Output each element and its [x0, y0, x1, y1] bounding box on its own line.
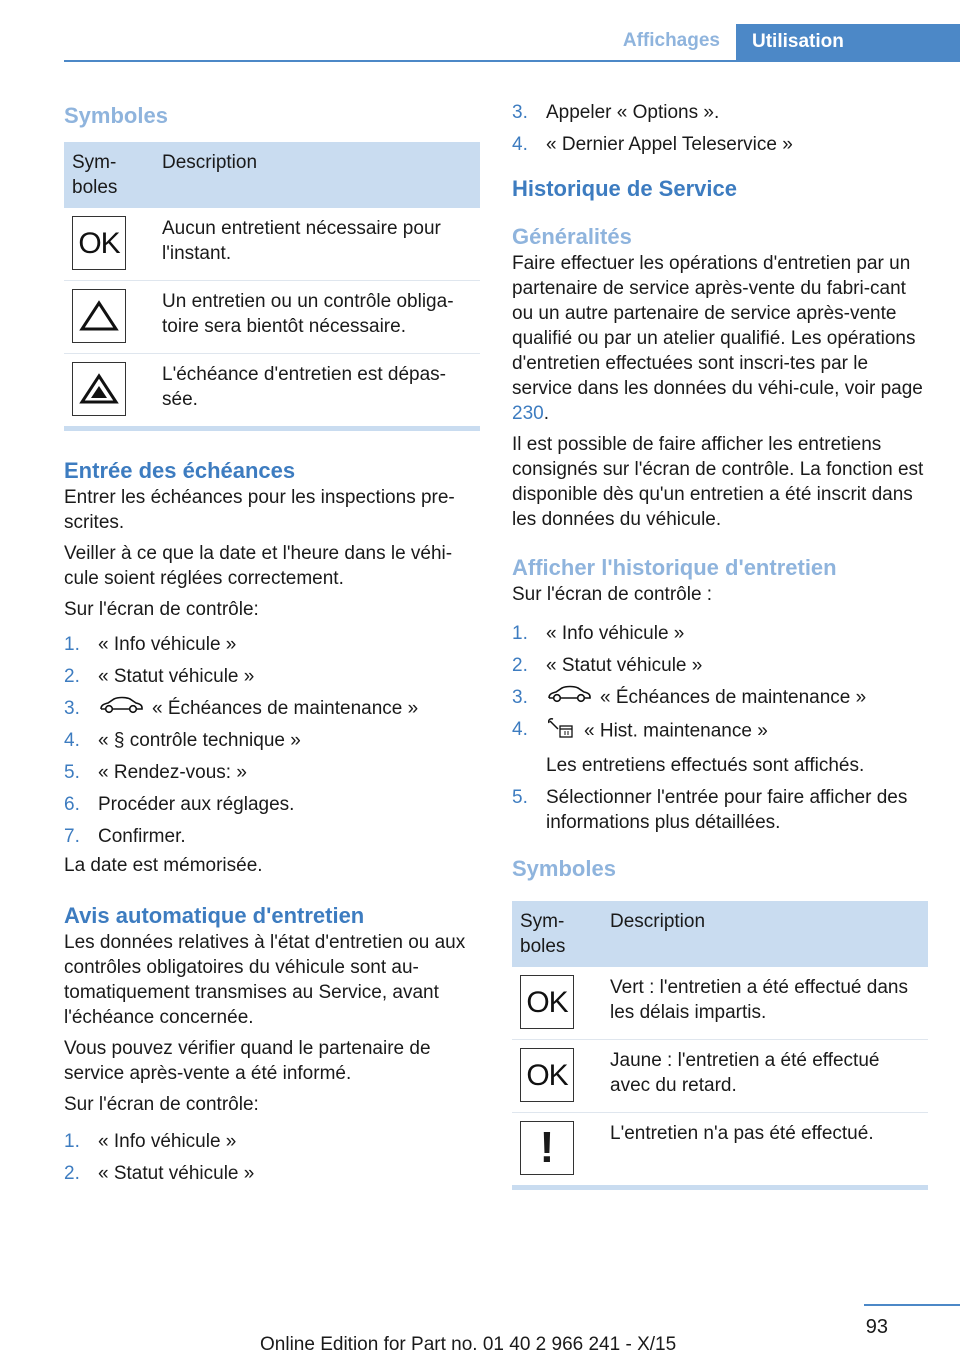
table-cell-description: L'échéance d'entretien est dépas-sée.: [162, 364, 447, 410]
list-item: 3. « Échéances de maintenance »: [512, 685, 928, 710]
ok-icon: OK: [72, 216, 126, 270]
table-cell-description: Aucun entretient nécessaire pour l'instant.: [154, 208, 480, 281]
section-title-entree: Entrée des échéances: [64, 458, 296, 483]
table-cell-description: L'entretien n'a pas été effectué.: [610, 1123, 874, 1145]
right-column: [512, 100, 928, 1190]
paragraph: Faire effectuer les opérations d'entretien par un partenaire de service après-vente du fabri-cant ou un autre partenaire de service après-vente qualifié ou par un atelier qualifié. Les opérations d'entretien effectuées sont inscri-tes par le service dans les données du véhi-cule, voir page 230.: [512, 253, 923, 424]
page-number: 93: [865, 1316, 888, 1338]
list-item: 1. « Info véhicule »: [64, 634, 237, 655]
paragraph: Il est possible de faire afficher les entretiens consignés sur l'écran de contrôle. La fonction est disponible dès qu'un entretien a été inscrit dans les données du véhicule.: [512, 434, 924, 530]
paragraph: Vous pouvez vérifier quand le partenaire de service après-vente a été informé.: [64, 1038, 431, 1085]
list-item: 4. « Dernier Appel Teleservice »: [512, 134, 793, 155]
steps-list: [64, 632, 480, 849]
table-end-rule: [64, 426, 480, 431]
table-row: [512, 967, 928, 1040]
car-icon: [98, 696, 144, 721]
symbols-heading: Symboles: [64, 103, 168, 128]
wrench-calendar-icon: [546, 717, 576, 746]
table-header-symbols: Sym- boles: [64, 142, 154, 208]
section-title-avis: Avis automatique d'entretien: [64, 903, 365, 929]
symbols-table: [64, 142, 480, 426]
paragraph: Veiller à ce que la date et l'heure dans le véhi-cule soient réglées correctement.: [64, 543, 453, 589]
paragraph: Sur l'écran de contrôle :: [512, 584, 713, 605]
exclamation-icon: !: [520, 1121, 574, 1175]
paragraph: La date est mémorisée.: [64, 855, 263, 877]
section-title-historique: Historique de Service: [512, 176, 737, 201]
header-rule: [64, 60, 960, 62]
list-item: 1. « Info véhicule »: [512, 623, 685, 644]
paragraph: Sur l'écran de contrôle:: [64, 1094, 259, 1116]
tab-affichages[interactable]: Affichages: [622, 30, 720, 51]
symbols-heading: Symboles: [512, 856, 616, 882]
tab-utilisation[interactable]: Utilisation: [736, 24, 960, 62]
section-title-generalites: Généralités: [512, 224, 632, 249]
page-header: [0, 0, 960, 62]
list-item: 2. « Statut véhicule »: [512, 655, 703, 676]
table-row: [512, 1113, 928, 1186]
list-item: 6. Procéder aux réglages.: [64, 794, 295, 816]
paragraph: Les données relatives à l'état d'entretien ou aux contrôles obligatoires du véhicule sont au-tomatiquement transmises au Service, avant l'échéance concernée.: [64, 932, 466, 1029]
page-link[interactable]: 230: [512, 403, 544, 424]
table-end-rule: [512, 1185, 928, 1190]
ok-green-icon: OK: [520, 975, 574, 1029]
table-row: [512, 1040, 928, 1113]
warning-triangle-filled-icon: [72, 362, 126, 416]
paragraph: Sur l'écran de contrôle:: [64, 599, 259, 620]
list-item: 5. « Rendez-vous: »: [64, 762, 247, 784]
table-header-description: Description: [602, 901, 928, 967]
steps-list: [512, 621, 928, 835]
list-item: 7. Confirmer.: [64, 826, 186, 848]
warning-triangle-outline-icon: [72, 289, 126, 343]
list-item: 2. « Statut véhicule »: [64, 666, 255, 687]
table-header-symbols: Sym- boles: [512, 901, 602, 967]
symbols-table: [512, 901, 928, 1185]
table-cell-description: Un entretien ou un contrôle obliga-toire sera bientôt nécessaire.: [154, 281, 480, 354]
list-item: 4. « § contrôle technique »: [64, 730, 301, 752]
table-row: [64, 208, 480, 281]
ok-yellow-icon: OK: [520, 1048, 574, 1102]
table-cell-description: Jaune : l'entretien a été effectué avec du retard.: [602, 1040, 928, 1113]
table-cell-description: Vert : l'entretien a été effectué dans les délais impartis.: [602, 967, 928, 1040]
car-icon: [546, 685, 592, 710]
edition-note: Online Edition for Part no. 01 40 2 966 241 - X/15: [260, 1334, 677, 1355]
list-item: 1. « Info véhicule »: [64, 1131, 237, 1153]
list-item: 2. « Statut véhicule »: [64, 1163, 255, 1185]
step-sub-text: Les entretiens effectués sont affichés.: [546, 755, 865, 777]
left-column: [64, 100, 480, 1193]
list-item: 3. Appeler « Options ».: [512, 102, 720, 123]
list-item: 4. « Hist. maintenance » Les entretiens effectués sont affichés.: [512, 719, 865, 777]
section-title-afficher: Afficher l'historique d'entretien: [512, 555, 837, 580]
list-item: 5. Sélectionner l'entrée pour faire afficher des informations plus détaillées.: [512, 787, 908, 834]
table-row: [64, 354, 480, 427]
list-item: 3. « Échéances de maintenance »: [64, 696, 480, 721]
table-header-description: Description: [154, 142, 480, 208]
footer-rule: [864, 1304, 960, 1306]
table-row: [64, 281, 480, 354]
paragraph: Entrer les échéances pour les inspections pre-scrites.: [64, 487, 455, 533]
steps-list: [512, 100, 928, 157]
steps-list: [64, 1129, 480, 1186]
